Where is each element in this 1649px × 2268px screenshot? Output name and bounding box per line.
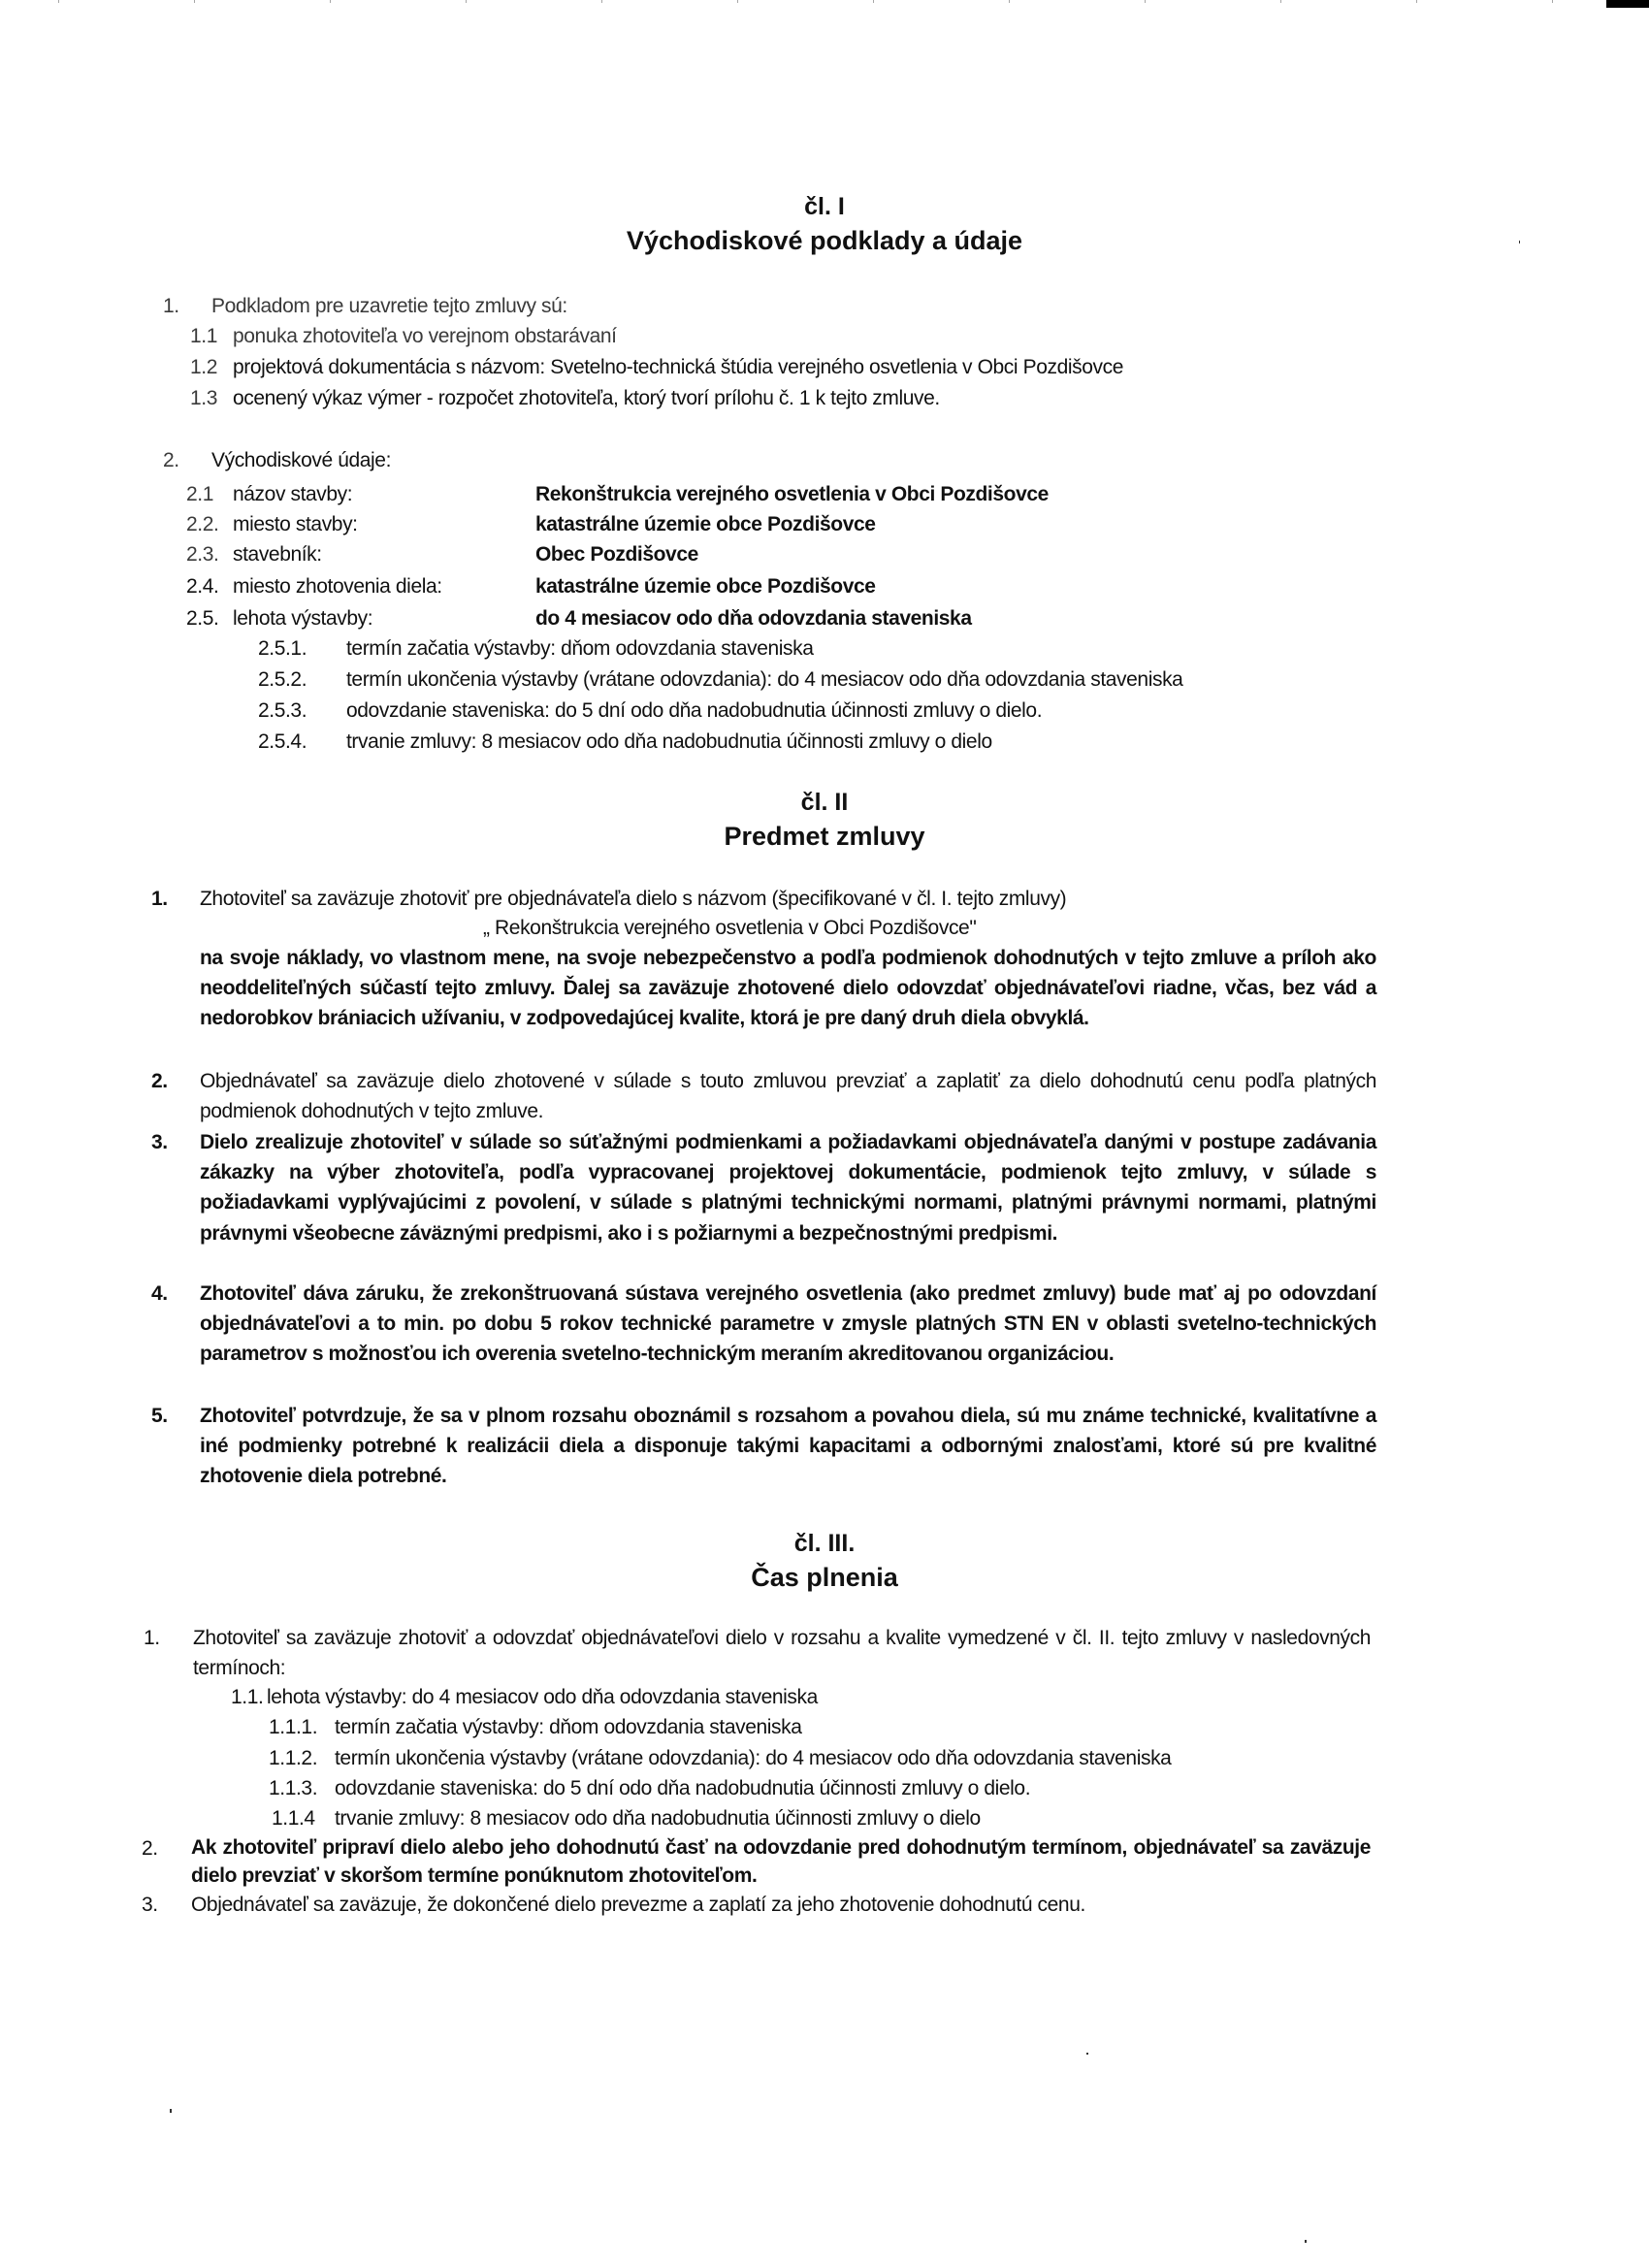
section-number: čl. I bbox=[804, 193, 845, 220]
subfield-number: 2.5.3. bbox=[258, 699, 307, 722]
subsubitem-text: trvanie zmluvy: 8 mesiacov odo dňa nadobudnutia účinnosti zmluvy o dielo bbox=[335, 1807, 981, 1830]
subsubitem-text: termín začatia výstavby: dňom odovzdania staveniska bbox=[335, 1716, 802, 1738]
item-text: Zhotoviteľ dáva záruku, že zrekonštruovaná sústava verejného osvetlenia (ako predmet zmluvy) bude mať aj po odovzdaní objednávateľovi a to min. po dobu 5 rokov technické parametre v zmysle platných STN EN v oblasti svetelno-technických parametrov s možnosťou ich overenia svetelno-technickým meraním akreditovanou organizáciou. bbox=[200, 1282, 1376, 1366]
subfield-text: termín ukončenia výstavby (vrátane odovzdania): do 4 mesiacov odo dňa odovzdania staveniska bbox=[346, 668, 1183, 691]
item-text: Zhotoviteľ potvrdzuje, že sa v plnom rozsahu oboznámil s rozsahom a povahou diela, sú mu známe technické, kvalitatívne a iné podmienky potrebné k realizácii diela a disponuje takými kapacitami a odbornými znalosťami, ktoré sú pre kvalitné zhotovenie diela potrebné. bbox=[200, 1405, 1376, 1488]
subsubitem-text: odovzdanie staveniska: do 5 dní odo dňa nadobudnutia účinnosti zmluvy o dielo. bbox=[335, 1777, 1031, 1799]
subitem-text: ocenený výkaz výmer - rozpočet zhotoviteľa, ktorý tvorí prílohu č. 1 k tejto zmluve. bbox=[233, 387, 940, 409]
field-number: 2.5. bbox=[186, 607, 219, 630]
field-value: katastrálne územie obce Pozdišovce bbox=[535, 513, 876, 535]
scan-speck bbox=[170, 2109, 172, 2113]
field-number: 2.3. bbox=[186, 543, 219, 566]
item-text: Dielo zrealizuje zhotoviteľ v súlade so súťažnými podmienkami a požiadavkami objednávateľa danými v postupe zadávania zákazky na výber zhotoviteľa, podľa vypracovanej projektovej dokumentácie, podmienok tejto zmluvy, v súlade s požiadavkami vyplývajúcimi z povolení, v súlade s platnými technickými normami, platnými právnymi normami, platnými právnymi všeobecne záväznými predpismi, ako i s požiarnymi a bezpečnostnými predpismi. bbox=[200, 1131, 1376, 1245]
item-number: 2. bbox=[151, 1070, 168, 1092]
subfield-text: trvanie zmluvy: 8 mesiacov odo dňa nadobudnutia účinnosti zmluvy o dielo bbox=[346, 730, 992, 753]
item-text: Východiskové údaje: bbox=[211, 449, 392, 471]
item-number: 5. bbox=[151, 1405, 168, 1427]
subfield-number: 2.5.2. bbox=[258, 668, 307, 691]
field-number: 2.1 bbox=[186, 483, 213, 505]
subitem-number: 1.2 bbox=[190, 356, 217, 378]
subitem-number: 1.3 bbox=[190, 387, 217, 409]
field-value: do 4 mesiacov odo dňa odovzdania staveniska bbox=[535, 607, 972, 630]
scan-corner-mark bbox=[1606, 0, 1649, 8]
item-text: Podkladom pre uzavretie tejto zmluvy sú: bbox=[211, 295, 567, 317]
subitem-text: projektová dokumentácia s názvom: Svetelno-technická štúdia verejného osvetlenia v Obci Pozdišovce bbox=[233, 356, 1123, 378]
subitem-number: 1.1 bbox=[190, 325, 217, 347]
item-number: 1. bbox=[151, 888, 168, 910]
subitem-text: ponuka zhotoviteľa vo verejnom obstarávaní bbox=[233, 325, 617, 347]
subfield-number: 2.5.4. bbox=[258, 730, 307, 753]
section-title: Predmet zmluvy bbox=[724, 822, 925, 851]
section-heading-1 bbox=[0, 192, 1649, 258]
subfield-number: 2.5.1. bbox=[258, 637, 307, 660]
subitem-number: 1.1. bbox=[231, 1686, 264, 1708]
item-first-line: Zhotoviteľ sa zaväzuje zhotoviť pre objednávateľa dielo s názvom (špecifikované v čl. I. tejto zmluvy) bbox=[200, 888, 1067, 910]
item-number: 2. bbox=[142, 1837, 158, 1860]
subfield-text: odovzdanie staveniska: do 5 dní odo dňa nadobudnutia účinnosti zmluvy o dielo. bbox=[346, 699, 1043, 722]
section-title: Čas plnenia bbox=[751, 1563, 898, 1592]
item-number: 2. bbox=[163, 449, 179, 471]
field-label: lehota výstavby: bbox=[233, 607, 373, 630]
subsubitem-number: 1.1.2. bbox=[269, 1747, 318, 1769]
section-number: čl. III. bbox=[793, 1530, 856, 1557]
item-number: 4. bbox=[151, 1282, 168, 1305]
field-label: stavebník: bbox=[233, 543, 322, 566]
scan-speck bbox=[1086, 2053, 1088, 2055]
item-number: 3. bbox=[151, 1131, 168, 1153]
subsubitem-text: termín ukončenia výstavby (vrátane odovzdania): do 4 mesiacov odo dňa odovzdania staveniska bbox=[335, 1747, 1172, 1769]
subsubitem-number: 1.1.4 bbox=[272, 1807, 315, 1830]
section-number: čl. II bbox=[800, 789, 849, 816]
subitem-text: lehota výstavby: do 4 mesiacov odo dňa odovzdania staveniska bbox=[267, 1686, 818, 1708]
subfield-text: termín začatia výstavby: dňom odovzdania staveniska bbox=[346, 637, 814, 660]
field-label: miesto zhotovenia diela: bbox=[233, 575, 442, 598]
section-heading-3 bbox=[0, 1529, 1649, 1595]
quoted-project-title: „ Rekonštrukcia verejného osvetlenia v Obci Pozdišovce" bbox=[483, 917, 977, 939]
subsubitem-number: 1.1.3. bbox=[269, 1777, 318, 1799]
field-value: Rekonštrukcia verejného osvetlenia v Obci Pozdišovce bbox=[535, 483, 1049, 505]
field-label: názov stavby: bbox=[233, 483, 353, 505]
item-text: Ak zhotoviteľ pripraví dielo alebo jeho dohodnutú časť na odovzdanie pred dohodnutým termínom, objednávateľ sa zaväzuje dielo prevziať v skoršom termíne ponúknutom zhotoviteľom. bbox=[191, 1836, 1371, 1887]
field-number: 2.2. bbox=[186, 513, 219, 535]
section-title: Východiskové podklady a údaje bbox=[626, 226, 1023, 255]
item-text: na svoje náklady, vo vlastnom mene, na svoje nebezpečenstvo a podľa podmienok dohodnutých v tejto zmluve a príloh ako neoddeliteľných súčastí tejto zmluvy. Ďalej sa zaväzuje zhotovené dielo odovzdať objednávateľovi riadne, včas, bez vád a nedorobkov brániacich užívaniu, v zodpovedajúcej kvalite, ktorá je pre daný druh diela obvyklá. bbox=[200, 947, 1376, 1030]
field-value: katastrálne územie obce Pozdišovce bbox=[535, 575, 876, 598]
scan-speck bbox=[1519, 241, 1520, 243]
item-text: Objednávateľ sa zaväzuje, že dokončené dielo prevezme a zaplatí za jeho zhotovenie dohodnutú cenu. bbox=[191, 1894, 1085, 1916]
field-label: miesto stavby: bbox=[233, 513, 358, 535]
item-number: 3. bbox=[142, 1894, 158, 1916]
item-text: Zhotoviteľ sa zaväzuje zhotoviť a odovzdať objednávateľovi dielo v rozsahu a kvalite vymedzené v čl. II. tejto zmluvy v nasledovných termínoch: bbox=[193, 1627, 1371, 1680]
item-number: 1. bbox=[163, 295, 179, 317]
section-heading-2 bbox=[0, 788, 1649, 854]
item-text: Objednávateľ sa zaväzuje dielo zhotovené v súlade s touto zmluvou prevziať a zaplatiť za dielo dohodnutú cenu podľa platných podmienok dohodnutých v tejto zmluve. bbox=[200, 1070, 1376, 1123]
scan-speck bbox=[1305, 2240, 1307, 2243]
item-number: 1. bbox=[144, 1627, 160, 1649]
subsubitem-number: 1.1.1. bbox=[269, 1716, 318, 1738]
scan-edge-noise bbox=[0, 0, 1649, 3]
field-number: 2.4. bbox=[186, 575, 219, 598]
field-value: Obec Pozdišovce bbox=[535, 543, 698, 566]
